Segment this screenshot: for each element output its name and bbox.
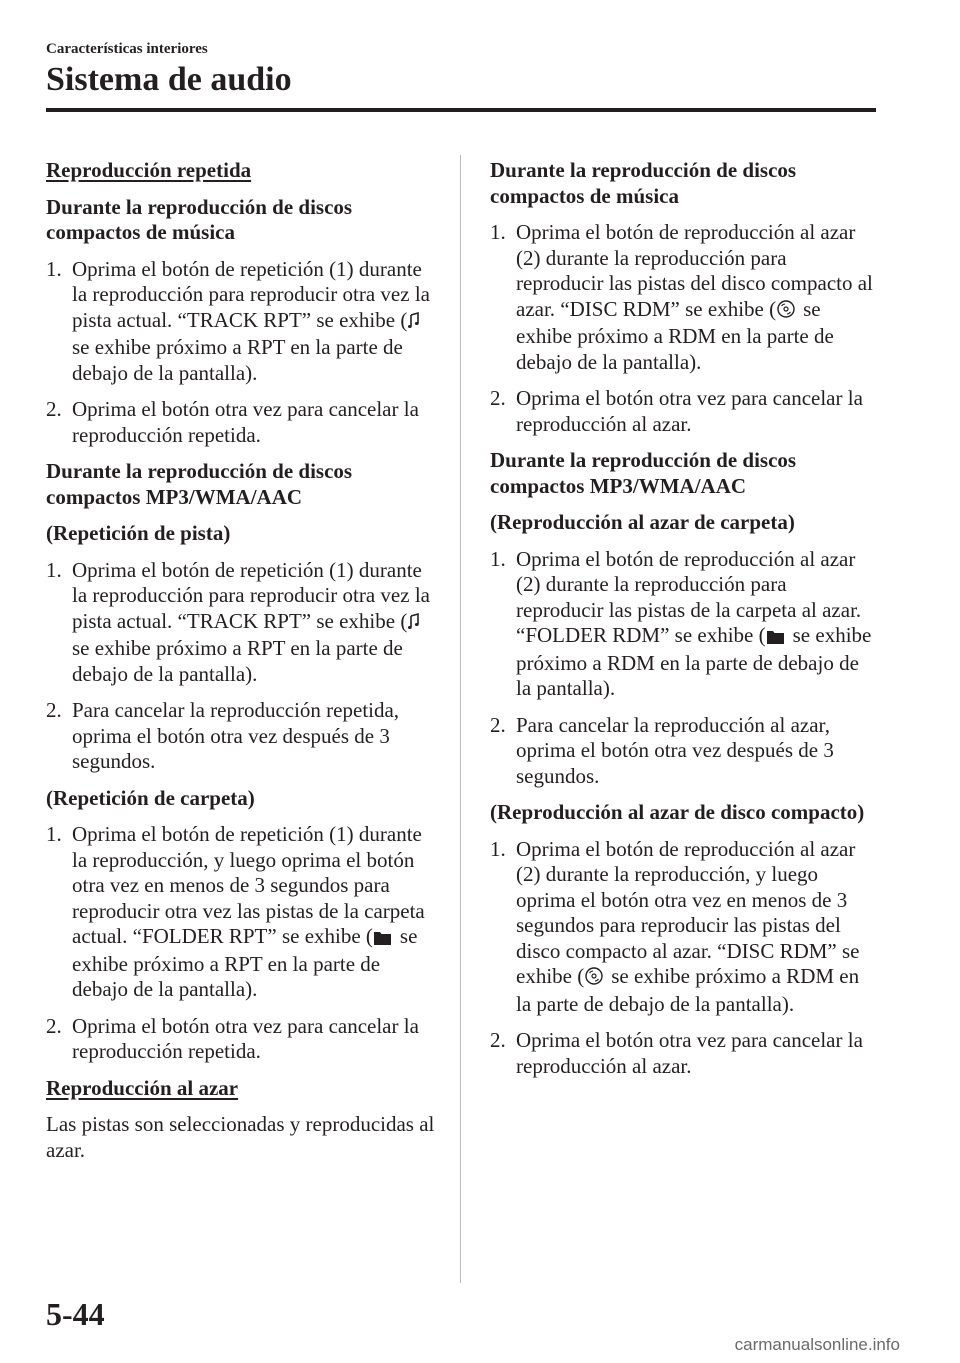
watermark: carmanualsonline.info (734, 1335, 900, 1354)
step-text: Oprima el botón otra vez para cancelar la reproducción repetida. (72, 397, 419, 447)
heading-folder-repeat: (Repetición de carpeta) (46, 785, 255, 810)
step-text: Oprima el botón otra vez para cancelar la reproducción al azar. (516, 1028, 863, 1078)
folder-icon (374, 926, 392, 952)
page-header (46, 40, 876, 100)
step-text: se exhibe próximo a RPT en la parte de debajo de la pantalla). (72, 335, 403, 385)
heading-mp3-cd: Durante la reproducción de discos compactos MP3/WMA/AAC (46, 459, 353, 509)
track-repeat-steps (46, 558, 441, 775)
step-text: Oprima el botón de repetición (1) durante la reproducción para reproducir otra vez la pista actual. “TRACK RPT” se exhibe ( (72, 256, 430, 332)
section-label: Características interiores (46, 41, 208, 57)
column-divider (460, 155, 461, 1283)
step-number: 1. (490, 546, 506, 571)
step-text: Oprima el botón otra vez para cancelar la reproducción repetida. (72, 1013, 419, 1063)
list-item (490, 220, 875, 375)
list-item (490, 547, 875, 702)
heading-mp3-cd-random: Durante la reproducción de discos compactos MP3/WMA/AAC (490, 448, 797, 498)
list-item (490, 713, 875, 790)
list-item (46, 257, 441, 387)
step-text: Oprima el botón de reproducción al azar (2) durante la reproducción, y luego oprima el botón otra vez en menos de 3 segundos para reproducir las pistas del disco compacto al azar. “DISC RDM” se exhibe ( (516, 836, 860, 988)
step-text: Oprima el botón otra vez para cancelar la reproducción al azar. (516, 386, 863, 436)
list-item (490, 1028, 875, 1079)
step-number: 2. (46, 698, 62, 722)
heading-track-repeat: (Repetición de pista) (46, 521, 231, 545)
step-number: 1. (490, 836, 506, 861)
list-item (46, 558, 441, 688)
folder-repeat-steps (46, 822, 441, 1065)
step-number: 2. (46, 1013, 62, 1038)
music-note-icon (408, 310, 420, 336)
step-number: 1. (46, 557, 62, 582)
heading-music-cd-random: Durante la reproducción de discos compactos de música (490, 158, 797, 208)
step-number: 1. (46, 256, 62, 281)
heading-disc-random: (Reproducción al azar de disco compacto) (490, 800, 865, 824)
step-text: Oprima el botón de reproducción al azar (2) durante la reproducción para reproducir las pistas de la carpeta al azar. “FOLDER RDM” se exhibe ( (516, 546, 862, 647)
folder-icon (767, 625, 785, 651)
right-column (490, 158, 875, 1090)
step-number: 1. (490, 220, 506, 244)
step-text: Oprima el botón de repetición (1) durante la reproducción, y luego oprima el botón otra vez en menos de 3 segundos para reproducir otra vez las pistas de la carpeta actual. “FOLDER RPT” se exhibe ( (72, 822, 425, 948)
disc-random-steps (490, 837, 875, 1080)
list-item (46, 822, 441, 1003)
step-number: 1. (46, 822, 62, 846)
step-text: Para cancelar la reproducción al azar, oprima el botón otra vez después de 3 segundos. (516, 712, 834, 788)
heading-random-playback: Reproducción al azar (46, 1075, 239, 1100)
step-text: se exhibe próximo a RPT en la parte de debajo de la pantalla). (72, 636, 403, 686)
page-title: Sistema de audio (46, 61, 292, 98)
list-item (46, 698, 441, 775)
folder-random-steps (490, 547, 875, 790)
disc-icon (585, 966, 603, 992)
step-text: Para cancelar la reproducción repetida, oprima el botón otra vez después de 3 segundos. (72, 698, 400, 773)
step-number: 2. (490, 712, 506, 737)
step-number: 2. (490, 386, 506, 410)
heading-repeat-playback: Reproducción repetida (46, 158, 252, 182)
heading-music-cd: Durante la reproducción de discos compactos de música (46, 194, 353, 244)
step-text: se exhibe próximo a RDM en la parte de debajo de la pantalla). (516, 623, 872, 700)
paragraph-random-intro: Las pistas son seleccionadas y reproducidas al azar. (46, 1112, 435, 1162)
list-item (46, 1014, 441, 1065)
step-text: Oprima el botón de repetición (1) durante la reproducción para reproducir otra vez la pista actual. “TRACK RPT” se exhibe ( (72, 557, 430, 633)
heading-folder-random: (Reproducción al azar de carpeta) (490, 510, 795, 534)
step-number: 2. (490, 1028, 506, 1052)
list-item (490, 837, 875, 1018)
step-text: se exhibe próximo a RDM en la parte de debajo de la pantalla). (516, 296, 834, 374)
header-rule (46, 108, 876, 112)
disc-icon (777, 299, 795, 325)
step-number: 2. (46, 397, 62, 421)
step-text: se exhibe próximo a RDM en la parte de debajo de la pantalla). (516, 964, 860, 1016)
step-text: Oprima el botón de reproducción al azar (2) durante la reproducción para reproducir las pistas del disco compacto al azar. “DISC RDM” se exhibe ( (516, 220, 873, 321)
repeat-music-cd-steps (46, 257, 441, 449)
random-music-cd-steps (490, 220, 875, 437)
list-item (46, 397, 441, 448)
page-number: 5-44 (46, 1296, 105, 1332)
left-column (46, 158, 441, 1174)
step-text: se exhibe próximo a RPT en la parte de debajo de la pantalla). (72, 924, 418, 1001)
music-note-icon (408, 611, 420, 637)
list-item (490, 386, 875, 437)
